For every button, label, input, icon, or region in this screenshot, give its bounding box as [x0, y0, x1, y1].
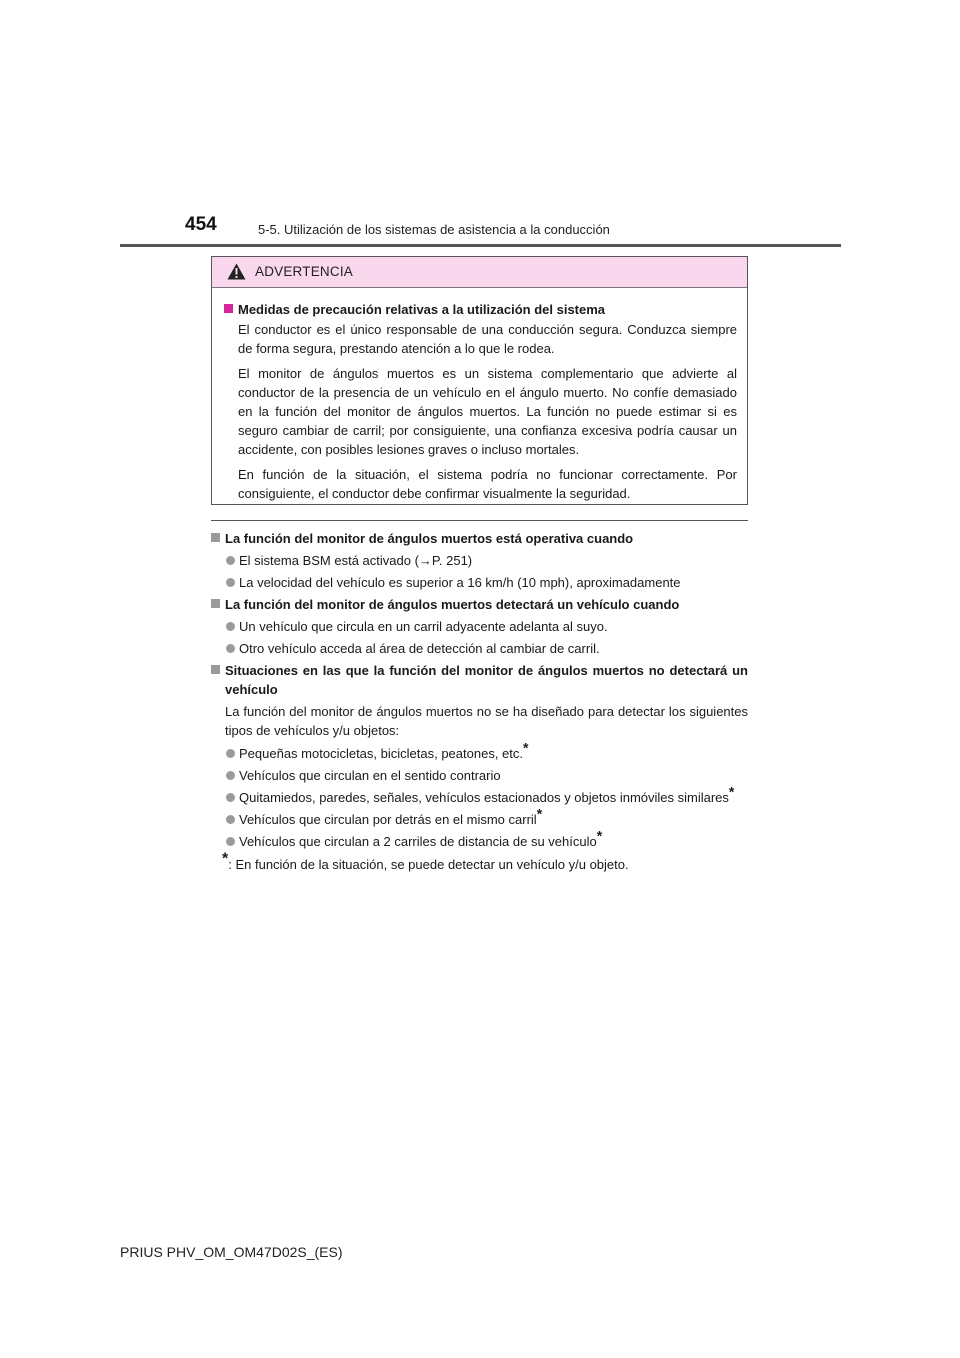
section-heading-text: La función del monitor de ángulos muertos detectará un vehículo cuando	[225, 597, 680, 612]
section-heading-text: Situaciones en las que la función del monitor de ángulos muertos no detectará un vehículo	[225, 663, 748, 697]
footnote-marker: *	[523, 739, 529, 756]
warning-paragraph: El monitor de ángulos muertos es un sistema complementario que advierte al conductor de la presencia de un vehículo en el ángulo muerto. No confíe demasiado en la función del monitor de ángulos muertos. La función no puede estimar si es seguro cambiar de carril; por consiguiente, una confianza excesiva podría causar un accidente, con posibles lesiones graves o incluso mortales.	[238, 366, 737, 457]
warning-box	[211, 256, 748, 505]
list-item	[211, 739, 748, 763]
list-item	[211, 805, 748, 829]
list-item	[211, 551, 748, 570]
warning-heading	[224, 300, 737, 319]
square-bullet-icon	[211, 665, 220, 674]
round-bullet-icon	[226, 771, 235, 780]
section-heading	[211, 595, 748, 614]
section-heading	[211, 529, 748, 548]
list-item-text: Un vehículo que circula en un carril adyacente adelanta al suyo.	[239, 619, 608, 634]
list-item-text: Quitamiedos, paredes, señales, vehículos estacionados y objetos inmóviles similares	[239, 790, 729, 805]
list-item	[211, 639, 748, 658]
warning-paragraph: El conductor es el único responsable de una conducción segura. Conduzca siempre de forma segura, prestando atención a lo que le rodea.	[238, 322, 737, 356]
warning-title: ADVERTENCIA	[255, 264, 353, 279]
footnote-marker: *	[728, 783, 735, 800]
round-bullet-icon	[226, 815, 235, 824]
content-rule	[211, 520, 748, 521]
footer-document-code: PRIUS PHV_OM_OM47D02S_(ES)	[120, 1244, 343, 1260]
footnote-marker: *	[596, 827, 603, 844]
round-bullet-icon	[226, 622, 235, 631]
list-item	[211, 766, 748, 785]
square-bullet-icon	[224, 304, 233, 313]
list-item-text: Otro vehículo acceda al área de detección al cambiar de carril.	[239, 641, 600, 656]
round-bullet-icon	[226, 644, 235, 653]
round-bullet-icon	[226, 556, 235, 565]
header-rule	[120, 244, 841, 247]
warning-heading-text: Medidas de precaución relativas a la utilización del sistema	[238, 302, 606, 317]
footnote-marker: *	[222, 850, 229, 868]
footnote-text: : En función de la situación, se puede detectar un vehículo y/u objeto.	[228, 857, 629, 872]
square-bullet-icon	[211, 533, 220, 542]
list-item-text: Vehículos que circulan por detrás en el mismo carril	[239, 812, 537, 827]
warning-triangle-icon	[227, 263, 246, 280]
footnote	[211, 850, 748, 874]
warning-paragraph: En función de la situación, el sistema podría no funcionar correctamente. Por consiguiente, el conductor debe confirmar visualmente la seguridad.	[238, 467, 737, 501]
warning-body	[212, 288, 747, 503]
page-number: 454	[185, 214, 217, 235]
list-item-text: El sistema BSM está activado (→P. 251)	[239, 553, 473, 568]
list-item-text: Vehículos que circulan a 2 carriles de distancia de su vehículo	[239, 834, 597, 849]
list-item	[211, 617, 748, 636]
square-bullet-icon	[211, 599, 220, 608]
round-bullet-icon	[226, 837, 235, 846]
warning-header	[212, 257, 747, 288]
section-title: 5-5. Utilización de los sistemas de asistencia a la conducción	[258, 222, 610, 237]
list-item-text: Pequeñas motocicletas, bicicletas, peatones, etc.	[239, 746, 523, 761]
main-content	[211, 529, 748, 874]
list-item	[211, 573, 748, 592]
list-item	[211, 827, 748, 851]
section-heading	[211, 661, 748, 699]
round-bullet-icon	[226, 578, 235, 587]
list-item-text: La velocidad del vehículo es superior a 16 km/h (10 mph), aproximadamente	[239, 575, 681, 590]
section-heading-text: La función del monitor de ángulos muertos está operativa cuando	[225, 531, 634, 546]
list-item-text: Vehículos que circulan en el sentido contrario	[239, 768, 501, 783]
round-bullet-icon	[226, 749, 235, 758]
round-bullet-icon	[226, 793, 235, 802]
footnote-marker: *	[536, 805, 543, 822]
section-intro: La función del monitor de ángulos muertos no se ha diseñado para detectar los siguientes tipos de vehículos y/u objetos:	[225, 704, 748, 738]
list-item	[211, 783, 748, 807]
